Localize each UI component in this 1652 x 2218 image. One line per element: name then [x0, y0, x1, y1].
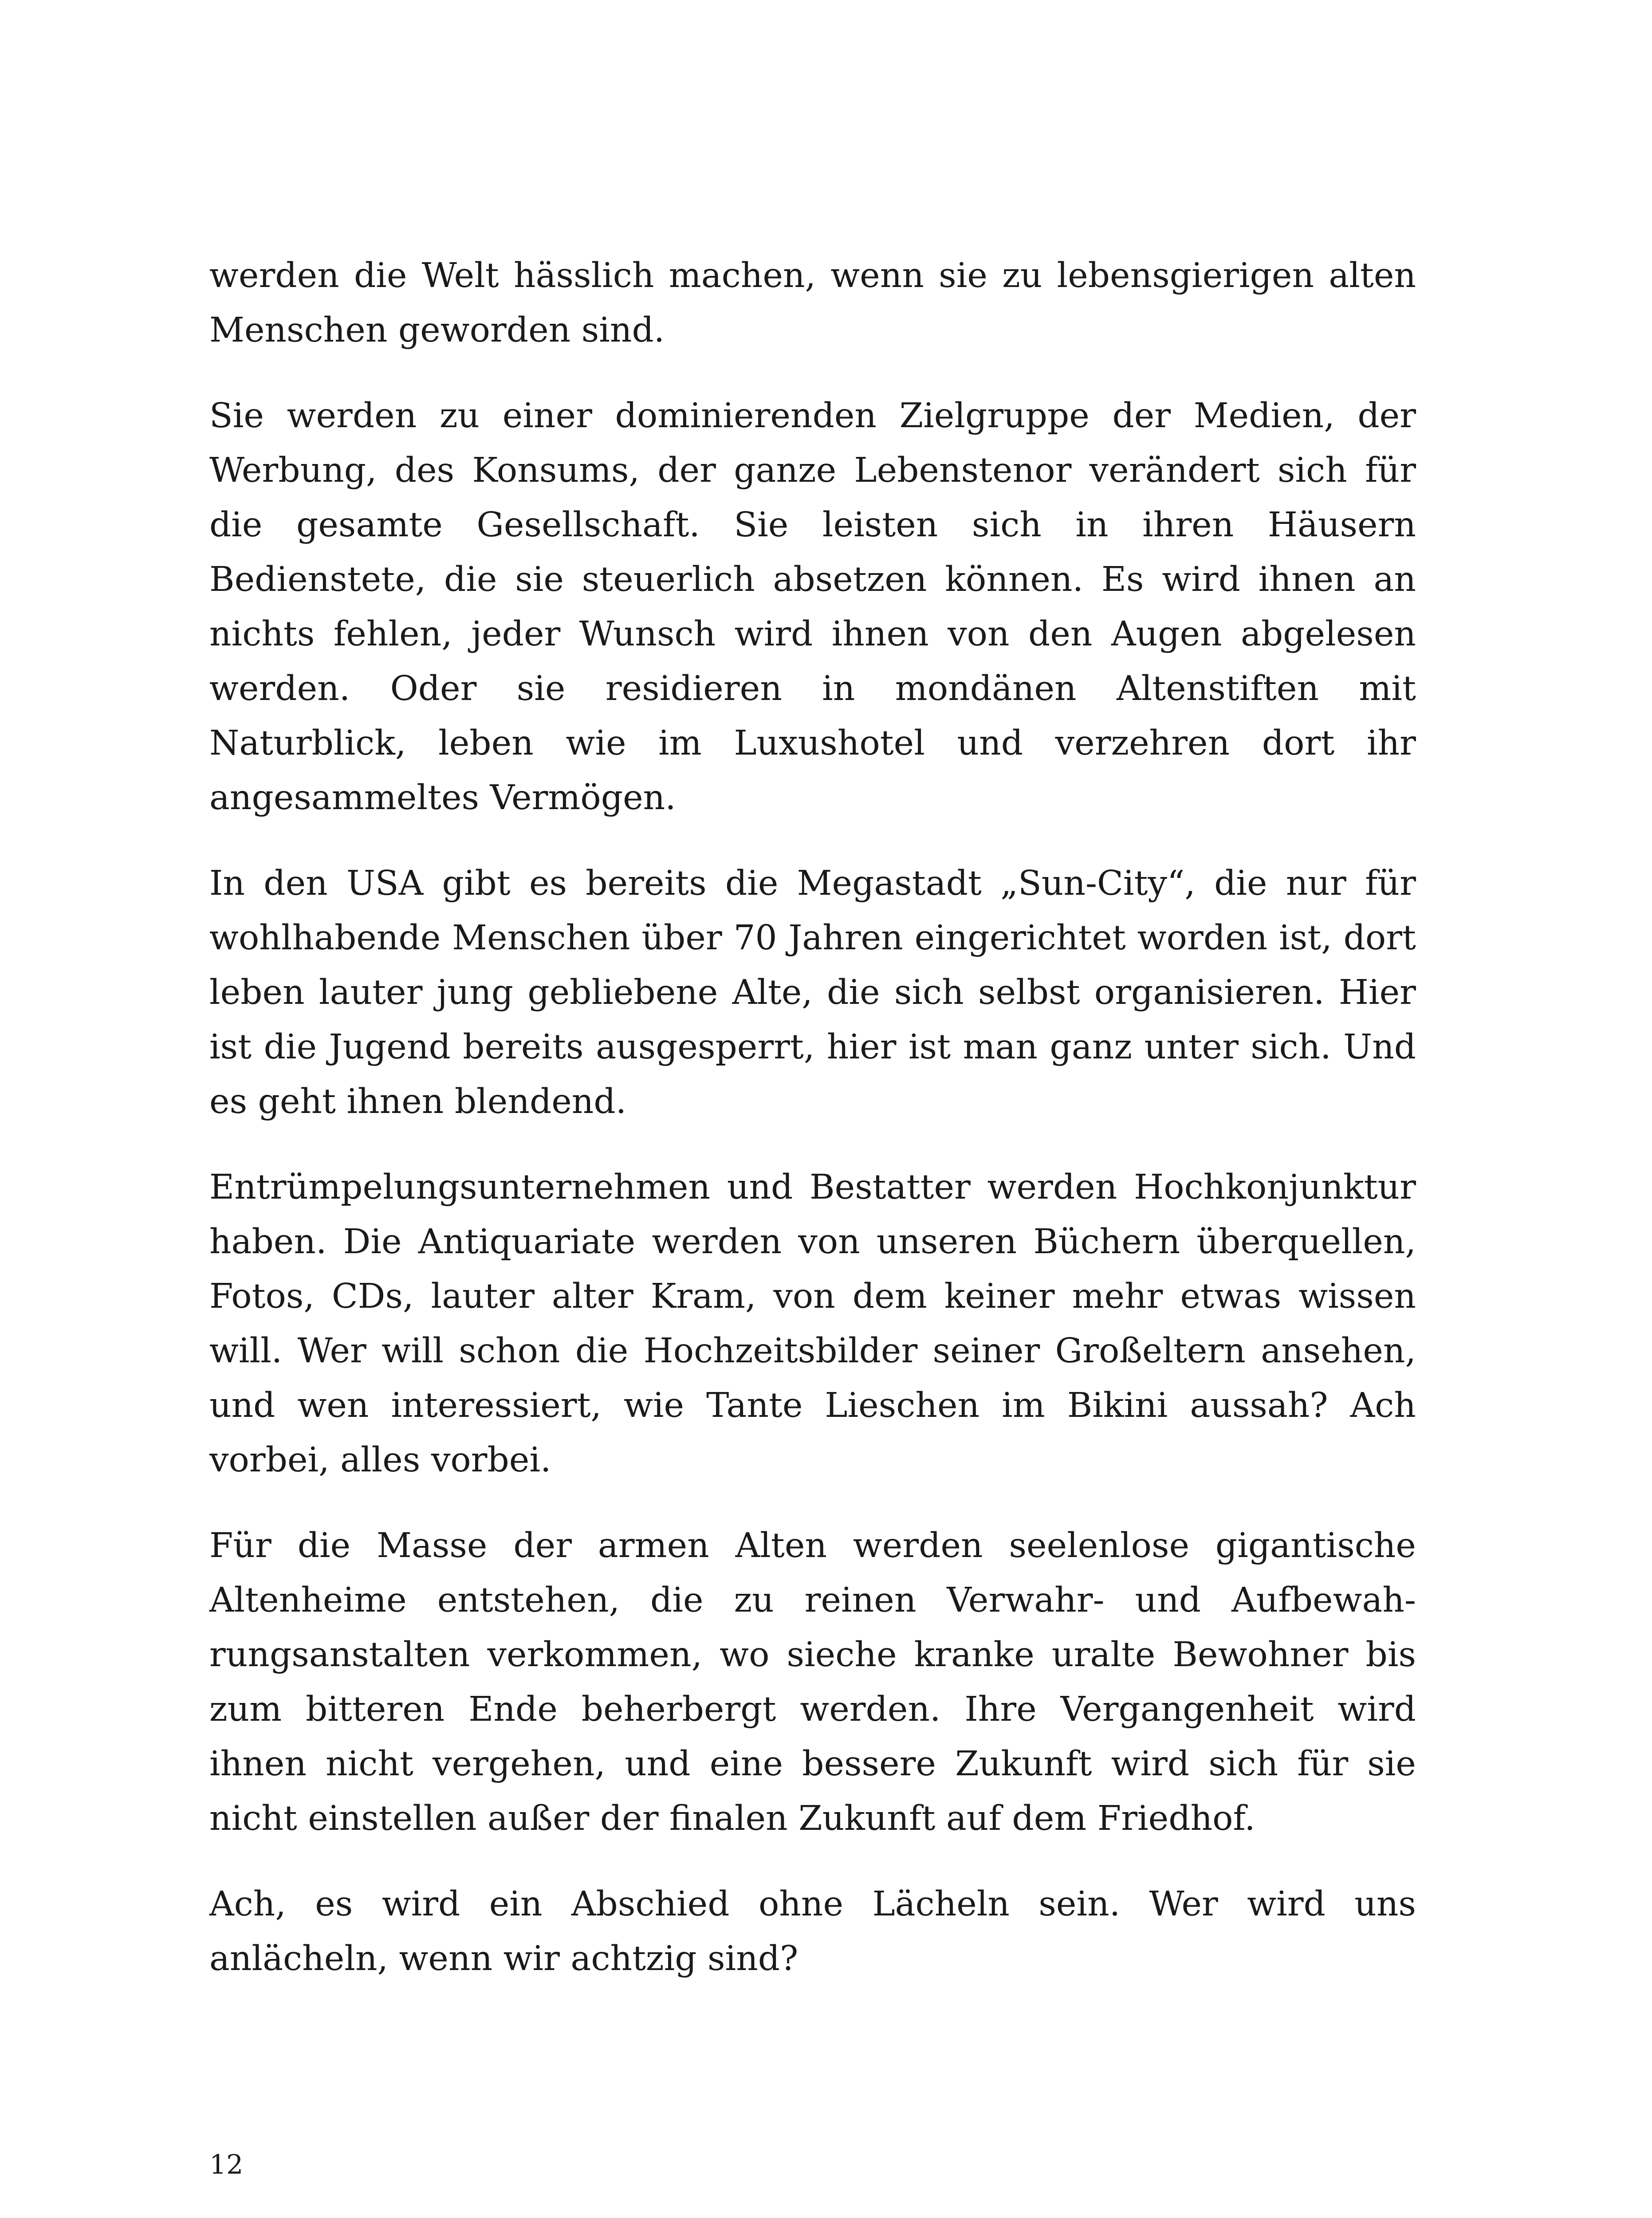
- paragraph-4: Entrümpelungsunternehmen und Bestatter werden Hochkonjunktur haben. Die Antiquariate werden von unseren Büchern überquellen, Fotos, CDs, lauter alter Kram, von dem keiner mehr etwas wissen will. Wer will schon die Hochzeitsbilder seiner Großeltern ansehen, und wen interessiert, wie Tante Lieschen im Bikini aussah? Ach vorbei, alles vorbei.: [209, 1168, 1416, 1480]
- paragraph-5: Für die Masse der armen Alten werden seelenlose gigantische Altenheime entstehen, die zu reinen Verwahr- und Aufbewahrungsanstalten verkommen, wo sieche kranke uralte Bewohner bis zum bitteren Ende beherbergt werden. Ihre Vergangenheit wird ihnen nicht vergehen, und eine bessere Zukunft wird sich für sie nicht einstellen außer der finalen Zukunft auf dem Friedhof.: [209, 1526, 1416, 1838]
- paragraph-3: In den USA gibt es bereits die Megastadt „Sun-City“, die nur für wohlhabende Menschen über 70 Jahren eingerichtet worden ist, dort leben lauter jung gebliebene Alte, die sich selbst organisieren. Hier ist die Jugend bereits ausgesperrt, hier ist man ganz unter sich. Und es geht ihnen blendend.: [209, 864, 1416, 1121]
- body-text: [209, 248, 1416, 2017]
- paragraph-1: werden die Welt hässlich machen, wenn sie zu lebensgierigen alten Menschen geworden sind.: [209, 256, 1416, 350]
- page-number: 12: [209, 2149, 244, 2180]
- paragraph-6: Ach, es wird ein Abschied ohne Lächeln sein. Wer wird uns anlächeln, wenn wir achtzig sind?: [209, 1884, 1416, 1978]
- paragraph-2: Sie werden zu einer dominierenden Zielgruppe der Medien, der Werbung, des Konsums, der ganze Lebenstenor verändert sich für die gesamte Gesellschaft. Sie leisten sich in ihren Häusern Bedienstete, die sie steuerlich absetzen können. Es wird ihnen an nichts fehlen, jeder Wunsch wird ihnen von den Augen abgelesen werden. Oder sie residieren in mondänen Altenstiften mit Naturblick, leben wie im Luxushotel und verzehren dort ihr angesammeltes Vermögen.: [209, 396, 1416, 818]
